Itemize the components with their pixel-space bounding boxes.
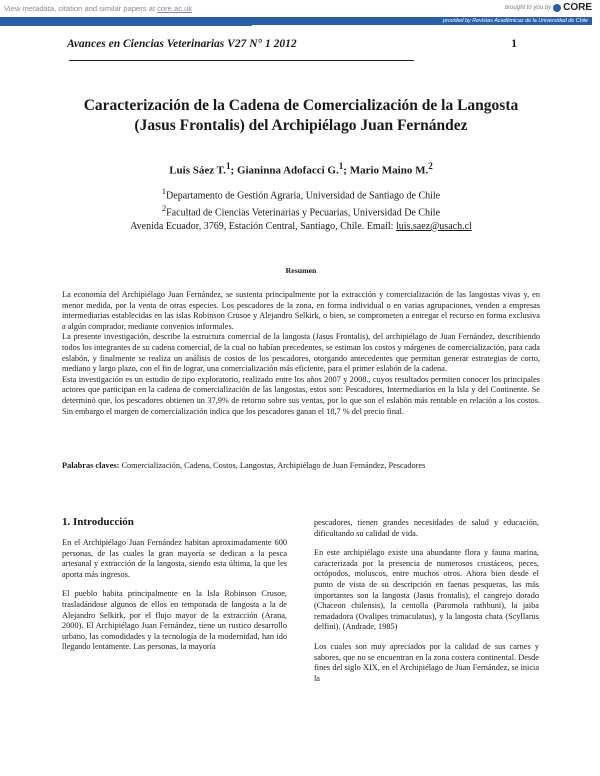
core-link[interactable]: core.ac.uk [157,4,193,13]
provided-by-banner[interactable]: provided by Revistas Académicas de la Universidad de Chile [244,17,592,25]
author-1: Luis Sáez T. [169,164,226,177]
author-1-sup: 1 [225,161,231,171]
affiliation-1-sup: 1 [161,187,167,196]
core-logo[interactable] [553,2,592,13]
paper-title [60,96,542,136]
affiliation-1-text: Departamento de Gestión Agraria, Universidad de Santiago de Chile [166,190,441,202]
keywords [62,461,540,470]
journal-name: Avances en Ciencias Veterinarias V27 N° 1 2012 [67,38,297,50]
title-line-1: Caracterización de la Cadena de Comercialización de la Langosta [83,97,519,114]
core-brand [505,2,592,13]
address-text: Avenida Ecuador, 3769, Estación Central, Santiago, Chile. Email: [130,220,396,232]
right-column [314,518,539,693]
affiliation-2-sup: 2 [161,204,167,214]
abstract-heading: Resumen [285,266,317,275]
author-3: Mario Maino M. [349,164,429,177]
author-list: Luis Sáez T.$^1$; Gianinna Adofacci G.$^1$; Mario Maino M.$^2$ [169,161,433,177]
abstract-paragraph-2: La presente investigación, describe la estructura comercial de la langosta (Jasus Frontalis), del archipiélago de Juan Fernández, describiendo todos los integrantes de su cadena comercial, de la cual no habían precedentes, se estiman los costos y márgenes de comercialización, para cada eslabón, y finalmente se realiza un análisis de costos de los pescadores, otorgando antecedentes que permitan generar estrategias de corto, mediano y largo plazo, con el fin de lograr, una comercialización más eficiente, para el primer eslabón de la cadena. [62,332,540,374]
author-3-sup: 2 [428,161,433,171]
affiliation-1 [60,185,542,202]
title-line-2: (Jasus Frontalis) del Archipiélago Juan Fernández [134,117,468,134]
core-logo-text: CORE [563,2,592,13]
journal-header [67,38,517,64]
intro-paragraph-4: En este archipiélago existe una abundante flora y fauna marina, caracterizada por la presencia de numerosos crustáceos, peces, octópodos, moluscos, entre muchos otros. Ahora bien desde el punto de vista de su descripción en faenas pesqueras, las más importantes son la langosta (Jasus frontalis), el cangrejo dorado (Chaceon chilensis), la centolla (Paromola rathbuni), la jaiba remadadora (Ovalipes trimaculatus), y la langosta chata (Scyllarus delfini). (Andrade, 1985) [314,548,539,632]
intro-paragraph-5: Los cuales son muy apreciados por la calidad de sus carnes y sabores, que no se encuentran en la zona costera continental. Desde fines del siglo XIX, en el Archipiélago de Juan Fernández, se inicia la [314,641,539,683]
header-rule [69,50,414,61]
intro-paragraph-1: En el Archipiélago Juan Fernández habitan aproximadamente 600 personas, de las cuales la gran mayoría se dedican a la pesca artesanal y extracción de la langosta, siendo esta última, la que les aporta más ingresos. [62,538,287,579]
abstract-paragraph-3: Esta investigación es un estudio de tipo exploratorio, realizado entre los años 2007 y 2008., cuyos resultados permiten conocer los principales actores que participan en la cadena de comercialización de las langostas, estos son: Pescadores, Intermediarios en la Isla y del Continente. Se determinó que, los pescadores obtienen un 37,9% de retorno sobre sus ventas, por lo que son el eslabón más rentable en relación a los costos. Sin embargo el margen de comercialización indica que los pescadores ganan el 18,7 % del precio final. [62,374,540,416]
author-2: Gianinna Adofacci G. [236,164,339,177]
brought-by-label: brought to you by [504,4,552,11]
affiliation-2 [60,202,542,219]
provided-bar [0,17,252,26]
keywords-label: Palabras claves: [62,461,120,470]
email-link[interactable]: luis.saez@usach.cl [395,220,472,232]
keywords-text: Comercialización, Cadena, Costos, Langostas, Archipiélago de Juan Fernández, Pescadores [119,461,426,470]
core-metadata-text [4,4,192,13]
core-logo-icon [553,4,561,12]
view-metadata-label: View metadata, citation and similar papers at [4,4,158,13]
core-banner [0,0,600,27]
author-2-sup: 1 [338,161,344,171]
intro-paragraph-2: El pueblo habita principalmente en la Isla Robinson Crusoe, trasladándose algunos de ellos en temporada de langosta a la de Alejandro Selkirk, por el flujo mayor de la extracción (Arana, 2000). El Archipiélago Juan Fernández, tiene un rustico desarrollo urbano, las comodidades y la tecnología de la modernidad, han ido llegando lentamente. Las personas, la mayoría [62,589,287,652]
section-heading-introduccion: 1. Introducción [62,516,134,528]
abstract-paragraph-1: La economía del Archipiélago Juan Fernández, se sustenta principalmente por la extracción y comercialización de las langostas vivas y, en menor medida, por la venta de otras especies. Los pescadores de la zona, en forma individual o en varias agrupaciones, venden a empresas intermediarias establecidas en las islas Robinson Crusoe y Alejandro Selkirk, o bien, se comprometen a entregar el recurso en forma exclusiva a algún comprador, mediante convenios informales. [62,290,540,331]
address-line [60,220,542,233]
affiliation-2-text: Facultad de Ciencias Veterinarias y Pecuarias, Universidad De Chile [166,207,441,219]
intro-paragraph-3: pescadores, tienen grandes necesidades de salud y educación, dificultando su calidad de vida. [314,518,539,538]
left-column [62,538,287,662]
page-number: 1 [511,38,517,50]
abstract-body [62,290,540,417]
affiliations [60,185,542,233]
